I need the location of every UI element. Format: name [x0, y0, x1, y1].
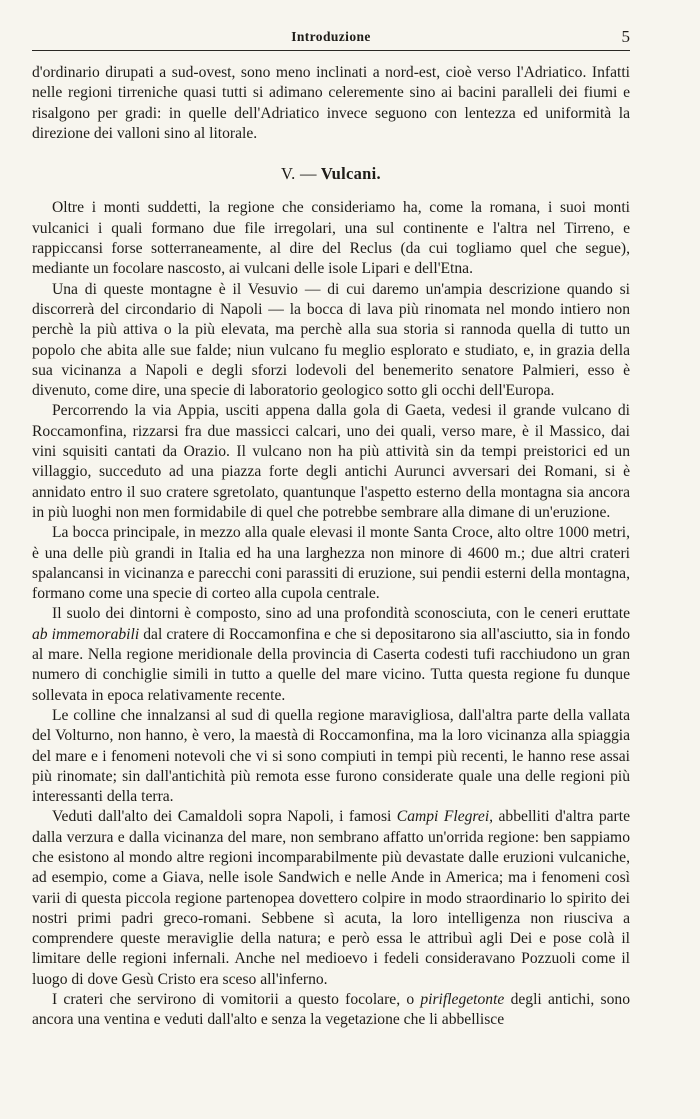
paragraph	[32, 604, 630, 705]
running-title: Introduzione	[291, 29, 371, 44]
header-rule	[32, 50, 630, 51]
page-number: 5	[621, 27, 630, 46]
paragraph: Le colline che innalzansi al sud di quella regione maravigliosa, dall'altra parte della vallata del Volturno, non hanno, è vero, la maestà di Roccamonfina, ma la loro vicinanza alla spiaggia del mare e i fenomeni notevoli che vi si sono compiuti in tempi più recenti, le hanno rese assai più rinomate; sin dall'antichità più remota esse furono considerate quale una delle regioni più interessanti della terra.	[32, 706, 630, 806]
italic-phrase: ab immemorabili	[32, 625, 140, 643]
paragraph	[32, 807, 630, 990]
paragraph-text: abbelliti d'altra parte dalla verzura e dalla vicinanza del mare, non sembrano affatto un'orrida regione: ben sappiamo che esistono al mondo altre regioni incomparabilmente più devastate dalle eruzioni vulcaniche, ad esempio, come a Giava, nelle isole Sandwich e nelle Ande in America; ma i fenomeni così varii di questa piccola regione partenopea dovettero colpire in modo straordinario lo spirito dei nostri primi padri greco-romani. Sebbene sì acuta, la loro intelligenza non riusciva a comprendere queste meraviglie della natura; e però essa le attribuì agli Dei e pose colà il limitare delle regioni infernali. Anche nel medioevo i fedeli consideravano Pozzuoli come il luogo di dove Gesù Cristo era sceso all'inferno.	[32, 808, 630, 988]
paragraph: Una di queste montagne è il Vesuvio — di cui daremo un'ampia descrizione quando si discorrerà del circondario di Napoli — la bocca di lava più rinomata nel mondo intiero non perchè la più attiva o la più elevata, ma perchè alla sua storia si rannoda quella di tutto un popolo che abita alle sue falde; niun vulcano fu meglio esplorato e studiato, e, in grazia della sua vicinanza a Napoli e degli sforzi lodevoli del benemerito senatore Palmieri, esso è divenuto, come dire, una specie di laboratorio geologico sotto gli occhi dell'Europa.	[32, 280, 630, 400]
paragraph-text: dal cratere di Roccamonfina e che si depositarono sia all'asciutto, sia in fondo al mare. Nella regione meridionale della provincia di Caserta codesti tufi racchiudono un gran numero di conchiglie simili in tutto a quelle del mare vicino. Tutta questa regione fu dunque sollevata in epoca relativamente recente.	[32, 625, 630, 704]
paragraph-text: I crateri che servirono di vomitorii a questo focolare, o	[52, 991, 421, 1009]
paragraph: Oltre i monti suddetti, la regione che consideriamo ha, come la romana, i suoi monti vulcanici i quali formano due file irregolari, una sul continente e l'altra nel Tirreno, e rappiccansi forse sotterraneamente, al dire del Reclus (da cui togliamo quel che segue), mediante un focolare nascosto, ai vulcani delle isole Lipari e dell'Etna.	[32, 199, 630, 278]
paragraph-text: Il suolo dei dintorni è composto, sino ad una profondità sconosciuta, con le ceneri eruttate	[52, 605, 630, 623]
section-heading	[32, 164, 630, 184]
paragraph: La bocca principale, in mezzo alla quale elevasi il monte Santa Croce, alto oltre 1000 metri, è una delle più grandi in Italia ed ha una larghezza non minore di 4600 m.; due altri crateri spalancansi in vicinanza e parecchi coni parassiti di eruzione, sui pendii esterni della montagna, formano come una specie di corteo alla cupola centrale.	[32, 524, 630, 603]
paragraph: Percorrendo la via Appia, usciti appena dalla gola di Gaeta, vedesi il grande vulcano di Roccamonfina, rizzarsi fra due massicci calcari, uno dei quali, verso mare, è il Massico, dai vini squisiti cantati da Orazio. Il vulcano non ha più attività sin da tempi preistorici ed un villaggio, succeduto ad una piazza forte degli antichi Aurunci avversari dei Romani, si è annidato entro il suo cratere sgretolato, quantunque l'aspetto esterno della montagna sia ancora in più luoghi non men formidabile di quel che potrebbe sembrare alla dimane di un'eruzione.	[32, 402, 630, 521]
book-page	[32, 0, 630, 1031]
section-title: Vulcani.	[320, 164, 381, 184]
running-header	[32, 0, 630, 50]
paragraph-text: Veduti dall'alto dei Camaldoli sopra Napoli, i famosi	[52, 808, 397, 826]
paragraph	[32, 990, 630, 1031]
section-number: V. —	[281, 164, 317, 184]
body-text	[32, 63, 630, 1031]
paragraph-continued: d'ordinario dirupati a sud-ovest, sono meno inclinati a nord-est, cioè verso l'Adriatico. Infatti nelle regioni tirreniche quasi tutti si adimano celeremente sino ai bacini paralleli dei fiumi e risalgono per gradi: in quelle dell'Adriatico invece seguono con lentezza ed uniformità la direzione dei valloni sino al litorale.	[32, 64, 630, 142]
italic-phrase: piriflegetonte	[420, 991, 505, 1009]
italic-phrase: Campi Flegrei,	[396, 808, 494, 826]
paragraph-text: degli antichi, sono ancora una ventina e veduti dall'alto e senza la vegetazione che li abbellisce	[32, 991, 630, 1029]
